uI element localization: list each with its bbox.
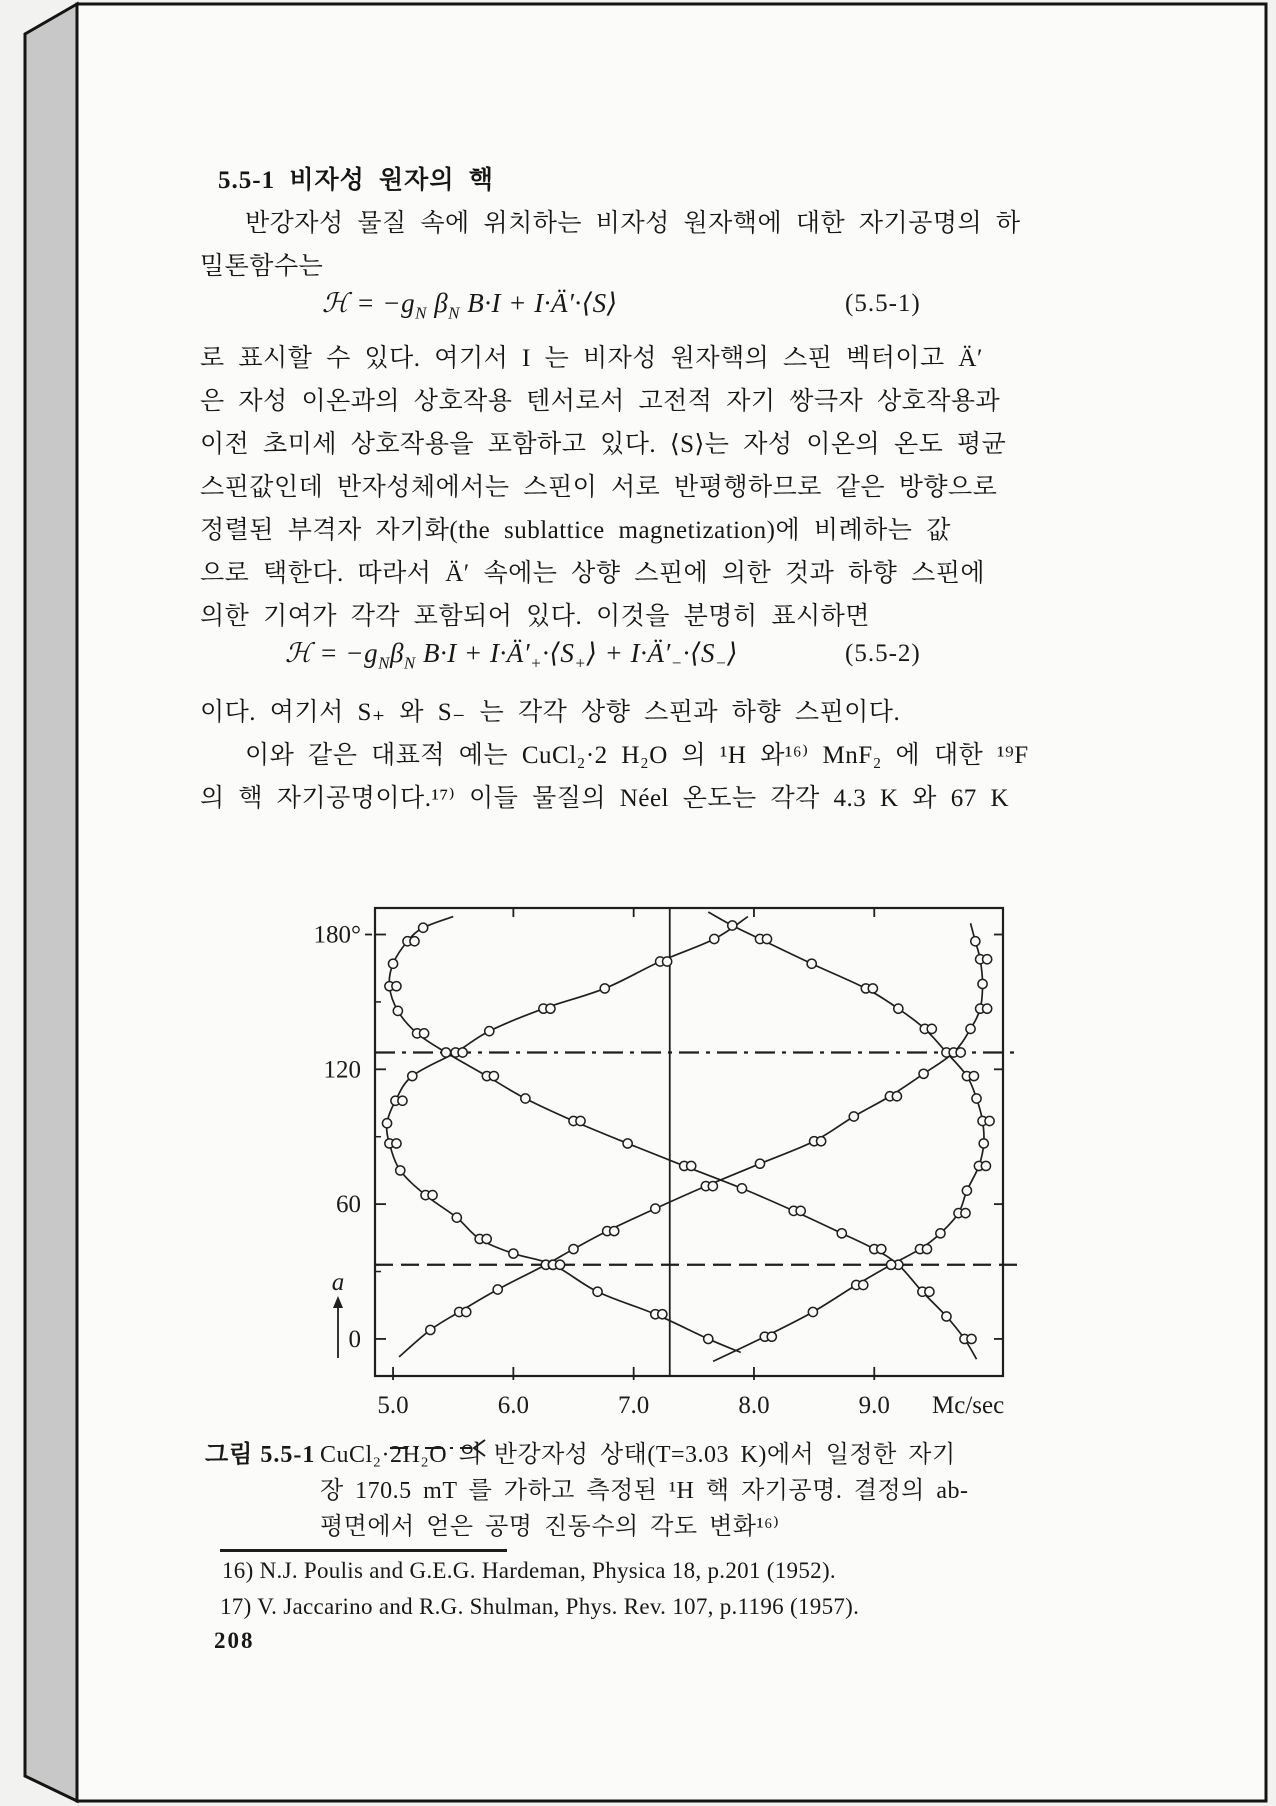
data-point (837, 1229, 846, 1238)
data-point (576, 1116, 585, 1125)
data-point (546, 1004, 555, 1013)
data-point (894, 1004, 903, 1013)
data-point (767, 1332, 776, 1341)
figure-caption-line: CuCl₂·2H₂O 의 반강자성 상태(T=3.03 K)에서 일정한 자기 (320, 1442, 956, 1468)
data-point (762, 934, 771, 943)
footnote-divider (220, 1549, 507, 1552)
body-line: 이다. 여기서 S₊ 와 S₋ 는 각각 상향 스핀과 하향 스핀이다. (200, 699, 901, 726)
data-point (942, 1312, 951, 1321)
data-point (956, 1048, 965, 1057)
data-point (509, 1249, 518, 1258)
angle-axis-label: a (331, 1269, 345, 1296)
data-point (796, 1206, 805, 1215)
data-point (708, 1182, 717, 1191)
equation-number: (5.5-1) (845, 290, 921, 317)
data-point (919, 1069, 928, 1078)
angle-axis-arrowhead (333, 1296, 343, 1308)
x-tick-label: 7.0 (618, 1392, 650, 1419)
data-point (981, 1161, 990, 1170)
data-point (983, 1004, 992, 1013)
data-point (428, 1191, 437, 1200)
data-point (849, 1112, 858, 1121)
x-tick-label: 9.0 (858, 1392, 890, 1419)
data-point (971, 937, 980, 946)
data-point (817, 1137, 826, 1146)
body-line: 의한 기여가 각각 포함되어 있다. 이것을 분명히 표시하면 (200, 603, 870, 630)
data-point (877, 1244, 886, 1253)
data-point (859, 1280, 868, 1289)
data-point (978, 979, 987, 988)
data-point (936, 1229, 945, 1238)
data-point (420, 1029, 429, 1038)
data-point (555, 1260, 564, 1269)
data-point (925, 1287, 934, 1296)
data-point (704, 1334, 713, 1343)
data-point (808, 1307, 817, 1316)
data-point (966, 1024, 975, 1033)
data-point (979, 1139, 988, 1148)
section-heading: 5.5-1 비자성 원자의 핵 (218, 167, 494, 194)
data-point (493, 1285, 502, 1294)
data-point (410, 937, 419, 946)
body-line: 의 핵 자기공명이다.¹⁷⁾ 이들 물질의 Néel 온도는 각각 4.3 K 와 67 K (200, 785, 1010, 812)
body-line: 반강자성 물질 속에 위치하는 비자성 원자핵에 대한 자기공명의 하 (245, 210, 1021, 237)
body-line: 로 표시할 수 있다. 여기서 I 는 비자성 원자핵의 스핀 벡터이고 Ä′ (200, 345, 983, 372)
body-line: 이전 초미세 상호작용을 포함하고 있다. ⟨S⟩는 자성 이온의 온도 평균 (200, 431, 1007, 458)
data-point (892, 1092, 901, 1101)
data-point (388, 959, 397, 968)
data-point (569, 1244, 578, 1253)
data-point (398, 1096, 407, 1105)
equation-number: (5.5-2) (845, 640, 921, 667)
data-point (482, 1234, 491, 1243)
data-point (663, 957, 672, 966)
equation-5-5-2: ℋ = $-g_N\beta_N$ $B\cdot I + I\cdot Ä'_+\cdot⟨S_+⟩$ + $I\cdot Ä'_-\cdot⟨S_-⟩$ (285, 638, 739, 673)
body-line: 스핀값인데 반자성체에서는 스핀이 서로 반평행하므로 같은 방향으로 (200, 474, 998, 501)
data-point (623, 1139, 632, 1148)
data-point (728, 921, 737, 930)
body-line: 밀톤함수는 (200, 253, 324, 280)
data-point (382, 1119, 391, 1128)
data-point (408, 1071, 417, 1080)
data-point (807, 959, 816, 968)
footnote-17: 17) V. Jaccarino and R.G. Shulman, Phys. Rev. 107, p.1196 (1957). (220, 1594, 860, 1619)
data-point (983, 955, 992, 964)
data-point (985, 1116, 994, 1125)
equation-5-5-1: ℋ = $-g_N$ $\beta_N$ B·I + I·Ä′·⟨S⟩ (322, 288, 618, 323)
data-point (393, 1006, 402, 1015)
x-axis-unit-label: Mc/sec (932, 1392, 1005, 1419)
data-point (922, 1244, 931, 1253)
data-point (593, 1287, 602, 1296)
x-tick-label: 6.0 (497, 1392, 529, 1419)
resonance-curve-branch-4 (387, 917, 748, 1353)
x-tick-label: 8.0 (738, 1392, 770, 1419)
data-point (392, 982, 401, 991)
data-point (927, 1024, 936, 1033)
data-point (458, 1048, 467, 1057)
data-point (396, 1166, 405, 1175)
figure-label: 그림 5.5-1 (205, 1442, 316, 1468)
footnote-16: 16) N.J. Poulis and G.E.G. Hardeman, Physica 18, p.201 (1952). (222, 1558, 836, 1583)
resonance-curve-branch-1 (389, 917, 976, 1360)
y-tick-label: 180° (313, 921, 361, 949)
resonance-curve-branch-3 (399, 923, 982, 1357)
nmr-angle-frequency-plot (280, 880, 1020, 1460)
resonance-curve-branch-2 (708, 912, 984, 1361)
figure-caption-line: 평면에서 얻은 공명 진동수의 각도 변화¹⁶⁾ (320, 1514, 780, 1540)
data-point (962, 1186, 971, 1195)
x-tick-label: 5.0 (377, 1392, 409, 1419)
data-point (967, 1334, 976, 1343)
body-line: 이와 같은 대표적 예는 CuCl₂·2 H₂O 의 ¹H 와¹⁶⁾ MnF₂ 에 대한 ¹⁹F (245, 742, 1029, 769)
data-point (489, 1071, 498, 1080)
page-number: 208 (214, 1628, 255, 1653)
figure-5-5-1-chart (280, 880, 1020, 1460)
data-point (462, 1307, 471, 1316)
y-tick-label: 60 (336, 1191, 361, 1219)
body-line: 으로 택한다. 따라서 Ä′ 속에는 상향 스핀에 의한 것과 하향 스핀에 (200, 560, 986, 587)
body-line: 은 자성 이온과의 상호작용 텐서로서 고전적 자기 쌍극자 상호작용과 (200, 388, 1001, 415)
data-point (961, 1209, 970, 1218)
y-tick-label: 120 (323, 1056, 361, 1084)
data-point (610, 1226, 619, 1235)
data-point (687, 1161, 696, 1170)
data-point (755, 1159, 764, 1168)
body-line: 정렬된 부격자 자기화(the sublattice magnetization)에 비례하는 값 (200, 517, 951, 544)
data-point (426, 1325, 435, 1334)
data-point (392, 1139, 401, 1148)
y-tick-label: 0 (348, 1325, 361, 1353)
data-point (651, 1204, 660, 1213)
data-point (441, 1048, 450, 1057)
data-point (452, 1213, 461, 1222)
data-point (419, 923, 428, 932)
data-point (969, 1071, 978, 1080)
data-point (485, 1027, 494, 1036)
data-point (868, 984, 877, 993)
data-point (737, 1184, 746, 1193)
data-point (658, 1310, 667, 1319)
figure-caption-line: 장 170.5 mT 를 가하고 측정된 ¹H 핵 자기공명. 결정의 ab- (320, 1478, 969, 1504)
data-point (521, 1094, 530, 1103)
data-point (887, 1260, 896, 1269)
data-point (972, 1094, 981, 1103)
data-point (600, 984, 609, 993)
data-point (710, 934, 719, 943)
